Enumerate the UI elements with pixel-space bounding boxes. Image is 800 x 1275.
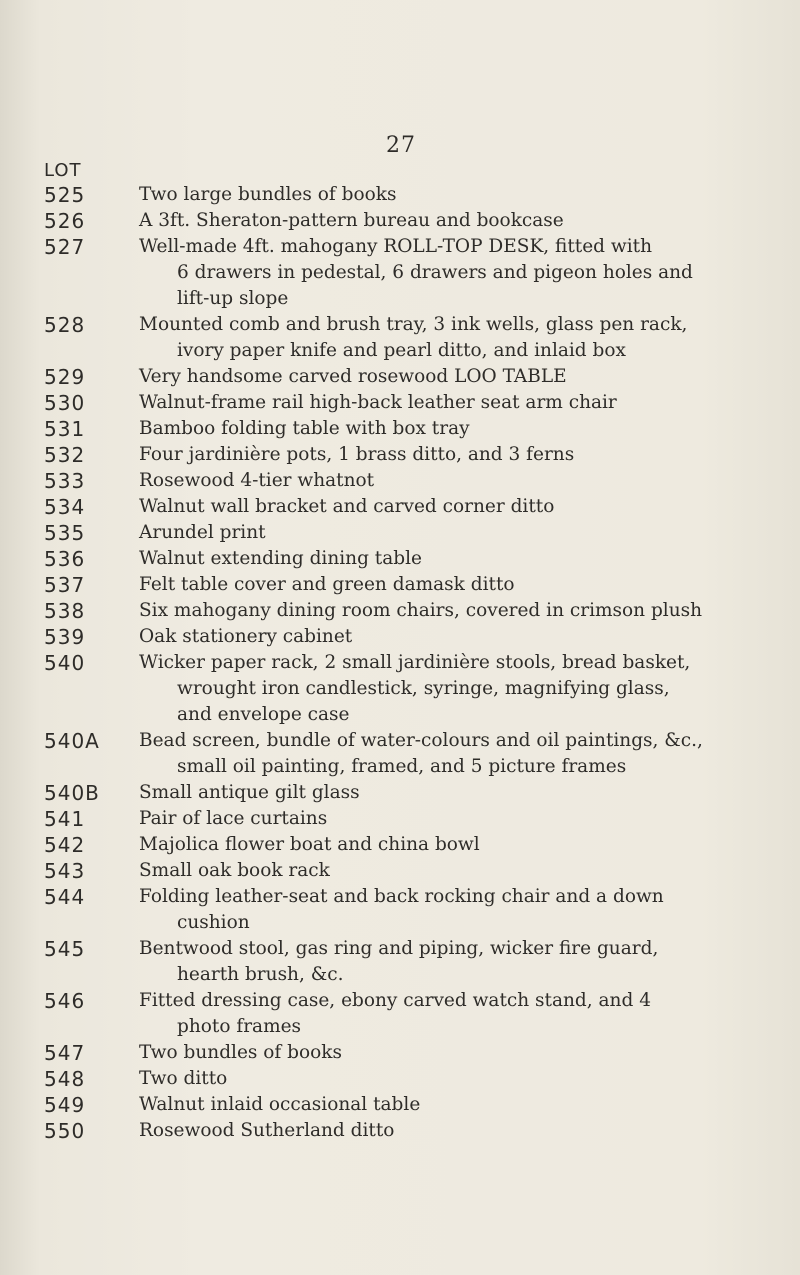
lot-number: 530: [44, 391, 86, 415]
lot-number: 539: [44, 625, 86, 649]
lot-description-line: Small antique gilt glass: [139, 782, 360, 803]
lot-number: 533: [44, 469, 86, 493]
lot-row: [0, 1118, 800, 1144]
lot-description: [139, 416, 799, 442]
lot-row: [0, 1040, 800, 1066]
lot-description-line: Walnut extending dining table: [139, 548, 422, 569]
lot-description-line: Rosewood Sutherland ditto: [139, 1120, 395, 1141]
lot-description-line: wrought iron candlestick, syringe, magnifying glass,: [177, 678, 670, 699]
lot-description-line: Well-made 4ft. mahogany ROLL-TOP DESK, fitted with: [139, 236, 653, 257]
lot-number: 549: [44, 1093, 86, 1117]
lot-row: [0, 1092, 800, 1118]
lot-description: [139, 520, 799, 546]
lot-description: [139, 988, 799, 1040]
lot-row: [0, 416, 800, 442]
lot-description-line: Mounted comb and brush tray, 3 ink wells, glass pen rack,: [139, 314, 688, 335]
lot-row: [0, 806, 800, 832]
lot-description-line: Four jardinière pots, 1 brass ditto, and 3 ferns: [139, 444, 575, 465]
lot-description-line: small oil painting, framed, and 5 picture frames: [177, 756, 627, 777]
lot-description-line: Walnut wall bracket and carved corner ditto: [139, 496, 555, 517]
lot-row: [0, 1066, 800, 1092]
lot-description: [139, 494, 799, 520]
lot-description: [139, 1118, 799, 1144]
lot-description: [139, 1040, 799, 1066]
lot-number: 545: [44, 937, 86, 961]
lot-description-line: Two bundles of books: [139, 1042, 342, 1063]
lot-number: 550: [44, 1119, 86, 1143]
lot-number: 542: [44, 833, 86, 857]
lot-description-line: Rosewood 4-tier whatnot: [139, 470, 375, 491]
page-number: 27: [386, 133, 416, 158]
lot-description-line: Walnut inlaid occasional table: [139, 1094, 421, 1115]
lot-description: [139, 234, 799, 312]
lot-description-line: hearth brush, &c.: [177, 964, 344, 985]
lot-description: [139, 364, 799, 390]
lot-number: 532: [44, 443, 86, 467]
lot-description-line: Oak stationery cabinet: [139, 626, 353, 647]
lot-description-line: A 3ft. Sheraton-pattern bureau and bookcase: [139, 210, 564, 231]
lot-row: [0, 780, 800, 806]
lot-description-line: Bead screen, bundle of water-colours and oil paintings, &c.,: [139, 730, 703, 751]
lot-description: [139, 728, 799, 780]
lot-row: [0, 624, 800, 650]
lot-row: [0, 598, 800, 624]
lot-description-line: Very handsome carved rosewood LOO TABLE: [139, 366, 567, 387]
lot-number: 529: [44, 365, 86, 389]
lot-row: [0, 858, 800, 884]
lot-description-line: Six mahogany dining room chairs, covered in crimson plush: [139, 600, 703, 621]
lot-description: [139, 832, 799, 858]
lot-row: [0, 572, 800, 598]
lot-description: [139, 884, 799, 936]
lot-description-line: ivory paper knife and pearl ditto, and inlaid box: [177, 340, 626, 361]
lot-number: 527: [44, 235, 86, 259]
lot-number: 528: [44, 313, 86, 337]
lot-number: 526: [44, 209, 86, 233]
lot-number: 531: [44, 417, 86, 441]
lot-row: [0, 182, 800, 208]
lot-row: [0, 520, 800, 546]
lot-number: 541: [44, 807, 86, 831]
lot-description: [139, 182, 799, 208]
lot-row: [0, 832, 800, 858]
lot-column-header: LOT: [44, 160, 82, 181]
lot-description-line: Two large bundles of books: [139, 184, 397, 205]
lot-description: [139, 624, 799, 650]
lot-row: [0, 390, 800, 416]
lot-number: 540B: [44, 781, 100, 805]
lot-row: [0, 884, 800, 936]
lot-description: [139, 650, 799, 728]
lot-description: [139, 598, 799, 624]
lot-description-line: Pair of lace curtains: [139, 808, 328, 829]
lot-description-line: Walnut-frame rail high-back leather seat arm chair: [139, 392, 617, 413]
lot-number: 544: [44, 885, 86, 909]
lot-description: [139, 442, 799, 468]
lot-list: [0, 182, 800, 1144]
lot-description-line: 6 drawers in pedestal, 6 drawers and pigeon holes and: [177, 262, 693, 283]
lot-description: [139, 312, 799, 364]
lot-number: 543: [44, 859, 86, 883]
lot-number: 548: [44, 1067, 86, 1091]
lot-row: [0, 494, 800, 520]
lot-description: [139, 572, 799, 598]
lot-number: 546: [44, 989, 86, 1013]
lot-row: [0, 650, 800, 728]
lot-description: [139, 208, 799, 234]
lot-description: [139, 1092, 799, 1118]
lot-description-line: Wicker paper rack, 2 small jardinière stools, bread basket,: [139, 652, 691, 673]
lot-row: [0, 728, 800, 780]
lot-description-line: and envelope case: [177, 704, 350, 725]
lot-number: 540A: [44, 729, 100, 753]
lot-number: 525: [44, 183, 86, 207]
lot-row: [0, 546, 800, 572]
lot-description-line: Bentwood stool, gas ring and piping, wicker fire guard,: [139, 938, 659, 959]
lot-row: [0, 936, 800, 988]
lot-row: [0, 364, 800, 390]
lot-number: 547: [44, 1041, 86, 1065]
lot-description: [139, 858, 799, 884]
lot-description: [139, 936, 799, 988]
lot-description-line: Folding leather-seat and back rocking chair and a down: [139, 886, 664, 907]
lot-description-line: Two ditto: [139, 1068, 228, 1089]
lot-description-line: Arundel print: [139, 522, 266, 543]
lot-number: 537: [44, 573, 86, 597]
lot-description-line: lift-up slope: [177, 288, 289, 309]
lot-number: 535: [44, 521, 86, 545]
lot-description: [139, 546, 799, 572]
lot-number: 538: [44, 599, 86, 623]
lot-description: [139, 390, 799, 416]
lot-number: 534: [44, 495, 86, 519]
lot-row: [0, 988, 800, 1040]
lot-description-line: photo frames: [177, 1016, 302, 1037]
lot-description-line: Fitted dressing case, ebony carved watch stand, and 4: [139, 990, 651, 1011]
lot-description-line: Bamboo folding table with box tray: [139, 418, 470, 439]
lot-row: [0, 208, 800, 234]
lot-description-line: Small oak book rack: [139, 860, 330, 881]
lot-row: [0, 234, 800, 312]
lot-description: [139, 1066, 799, 1092]
lot-description: [139, 468, 799, 494]
lot-description-line: cushion: [177, 912, 250, 933]
lot-row: [0, 468, 800, 494]
lot-row: [0, 442, 800, 468]
lot-number: 536: [44, 547, 86, 571]
lot-description-line: Majolica flower boat and china bowl: [139, 834, 480, 855]
lot-description-line: Felt table cover and green damask ditto: [139, 574, 515, 595]
lot-row: [0, 312, 800, 364]
lot-number: 540: [44, 651, 86, 675]
lot-description: [139, 806, 799, 832]
lot-description: [139, 780, 799, 806]
